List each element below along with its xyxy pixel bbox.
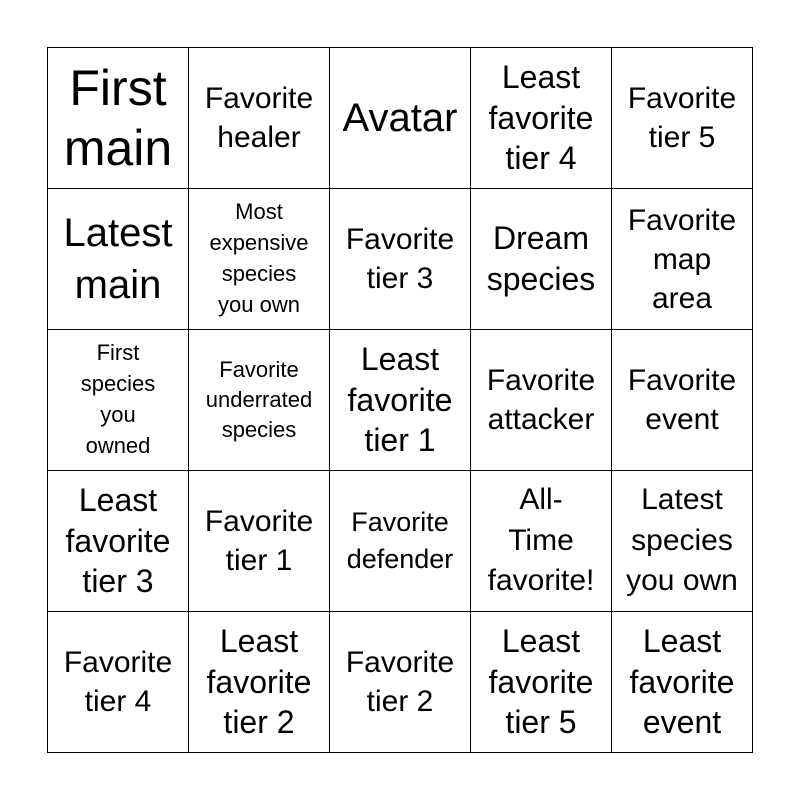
- cell-text: Favorite tier 3: [345, 223, 455, 295]
- cell-text: Latest species you own: [626, 483, 738, 598]
- bingo-cell[interactable]: [471, 330, 612, 471]
- bingo-cell[interactable]: [189, 48, 330, 189]
- bingo-board: [47, 47, 753, 753]
- bingo-cell[interactable]: [612, 471, 753, 612]
- cell-text: Avatar: [342, 96, 458, 140]
- cell-text: Favorite event: [627, 364, 737, 436]
- bingo-cell[interactable]: [330, 330, 471, 471]
- cell-text: Favorite tier 5: [627, 82, 737, 154]
- bingo-cell[interactable]: [330, 612, 471, 753]
- cell-text: Favorite underrated species: [205, 357, 313, 442]
- cell-text: Dream species: [486, 220, 596, 297]
- bingo-cell[interactable]: [471, 48, 612, 189]
- cell-text: First main: [63, 60, 173, 176]
- cell-text: Least favorite tier 5: [488, 622, 594, 741]
- cell-text: Favorite defender: [346, 506, 454, 574]
- cell-text: Least favorite tier 1: [347, 340, 453, 459]
- bingo-cell[interactable]: [330, 471, 471, 612]
- bingo-cell[interactable]: [48, 471, 189, 612]
- cell-text: Favorite healer: [204, 82, 314, 154]
- bingo-cell[interactable]: [612, 612, 753, 753]
- cell-text: Most expensive species you own: [209, 199, 309, 317]
- bingo-cell[interactable]: [48, 48, 189, 189]
- bingo-cell[interactable]: [189, 471, 330, 612]
- cell-text: Least favorite tier 4: [488, 58, 594, 177]
- bingo-cell[interactable]: [330, 189, 471, 330]
- bingo-cell[interactable]: [189, 189, 330, 330]
- cell-text: Favorite tier 4: [63, 646, 173, 718]
- cell-text: Favorite map area: [627, 203, 737, 315]
- cell-text: Favorite tier 2: [345, 646, 455, 718]
- bingo-cell[interactable]: [612, 189, 753, 330]
- bingo-cell[interactable]: [471, 612, 612, 753]
- cell-text: All- Time favorite!: [487, 483, 595, 598]
- bingo-cell[interactable]: [330, 48, 471, 189]
- cell-text: Least favorite tier 3: [65, 481, 171, 600]
- cell-text: First species you owned: [80, 340, 156, 458]
- bingo-cell[interactable]: [471, 471, 612, 612]
- bingo-cell[interactable]: [612, 48, 753, 189]
- cell-text: Least favorite tier 2: [206, 622, 312, 741]
- bingo-cell[interactable]: [48, 612, 189, 753]
- bingo-cell[interactable]: [48, 330, 189, 471]
- cell-text: Latest main: [63, 211, 173, 307]
- bingo-cell[interactable]: [471, 189, 612, 330]
- bingo-cell[interactable]: [189, 330, 330, 471]
- bingo-cell[interactable]: [48, 189, 189, 330]
- bingo-cell[interactable]: [189, 612, 330, 753]
- cell-text: Favorite tier 1: [204, 505, 314, 577]
- bingo-cell[interactable]: [612, 330, 753, 471]
- cell-text: Least favorite event: [629, 622, 735, 741]
- cell-text: Favorite attacker: [486, 364, 596, 436]
